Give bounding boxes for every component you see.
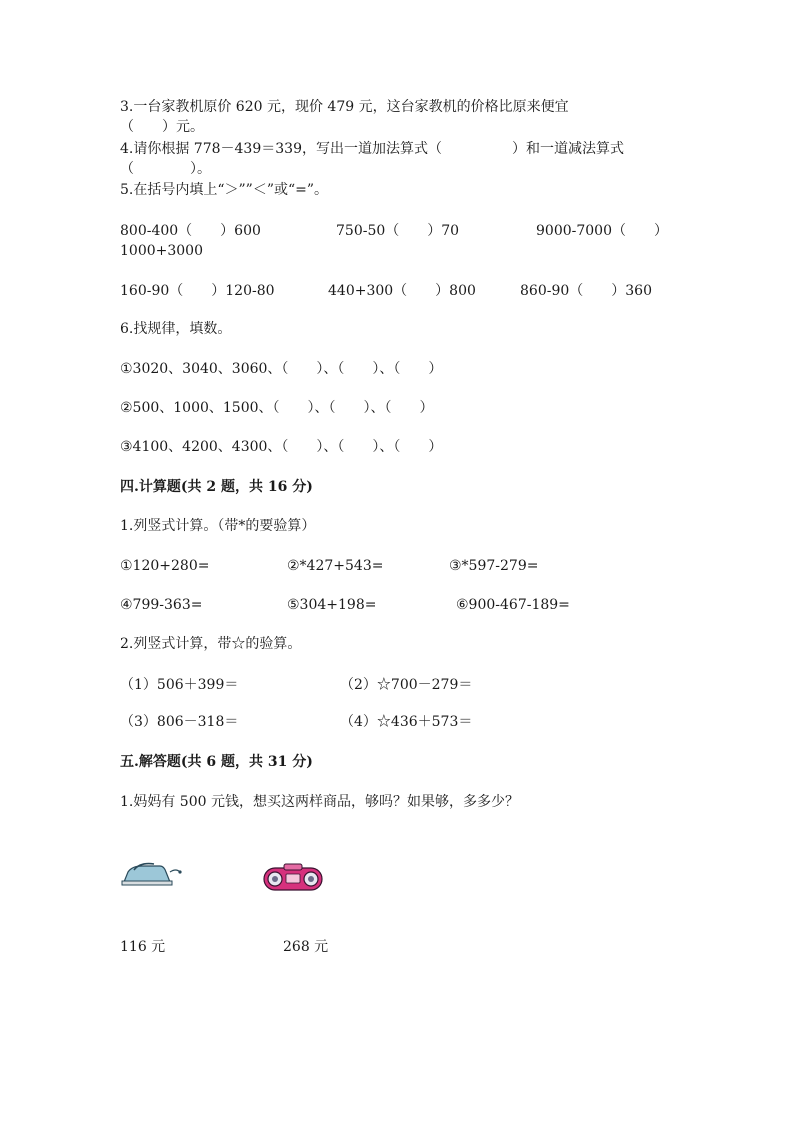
q5-title: 5.在括号内填上“＞””＜”或“=”。: [120, 182, 329, 198]
radio-icon: [262, 862, 324, 894]
q5-item: 800-400（ ）600: [120, 223, 261, 239]
section4-title: 四.计算题(共 2 题，共 16 分): [120, 479, 313, 495]
s4-q2-item: （4）☆436＋573＝: [340, 714, 473, 730]
s4-q1-item: ④799-363=: [120, 597, 203, 613]
s4-q1-item: ⑥900-467-189=: [456, 597, 570, 613]
price-label: 116 元: [120, 939, 166, 955]
s4-q1-item: ①120+280=: [120, 558, 210, 574]
q5-item: 1000+3000: [120, 243, 203, 259]
s4-q1-title: 1.列竖式计算。（带*的要验算）: [120, 518, 316, 534]
s4-q1-item: ②*427+543=: [287, 558, 384, 574]
price-label: 268 元: [283, 939, 329, 955]
q4-line2: （ ）。: [120, 161, 211, 177]
q4-line1: 4.请你根据 778－439＝339，写出一道加法算式（ ）和一道减法算式: [120, 141, 624, 157]
s4-q2-item: （3）806－318＝: [120, 714, 239, 730]
q6-row: ①3020、3040、3060、（ ）、（ ）、（ ）: [120, 361, 443, 377]
q3-line1: 3.一台家教机原价 620 元，现价 479 元，这台家教机的价格比原来便宜: [120, 99, 569, 115]
q6-title: 6.找规律，填数。: [120, 321, 232, 337]
q5-item: 440+300（ ）800: [328, 283, 476, 299]
q5-item: 860-90（ ）360: [520, 283, 652, 299]
s4-q2-item: （1）506＋399＝: [120, 677, 239, 693]
s4-q1-item: ③*597-279=: [449, 558, 539, 574]
section5-title: 五.解答题(共 6 题，共 31 分): [120, 754, 313, 770]
q6-row: ③4100、4200、4300、（ ）、（ ）、（ ）: [120, 439, 443, 455]
q5-item: 750-50（ ）70: [336, 223, 460, 239]
q3-line2: （ ）元。: [120, 119, 204, 135]
q6-row: ②500、1000、1500、（ ）、（ ）、（ ）: [120, 400, 434, 416]
q5-item: 9000-7000（ ）: [536, 223, 668, 239]
s5-q1-title: 1.妈妈有 500 元钱，想买这两样商品，够吗？如果够，多多少？: [120, 794, 519, 810]
s4-q2-item: （2）☆700－279＝: [340, 677, 473, 693]
s4-q2-title: 2.列竖式计算，带☆的验算。: [120, 636, 302, 652]
s4-q1-item: ⑤304+198=: [287, 597, 377, 613]
q5-item: 160-90（ ）120-80: [120, 283, 275, 299]
iron-icon: [120, 860, 184, 888]
